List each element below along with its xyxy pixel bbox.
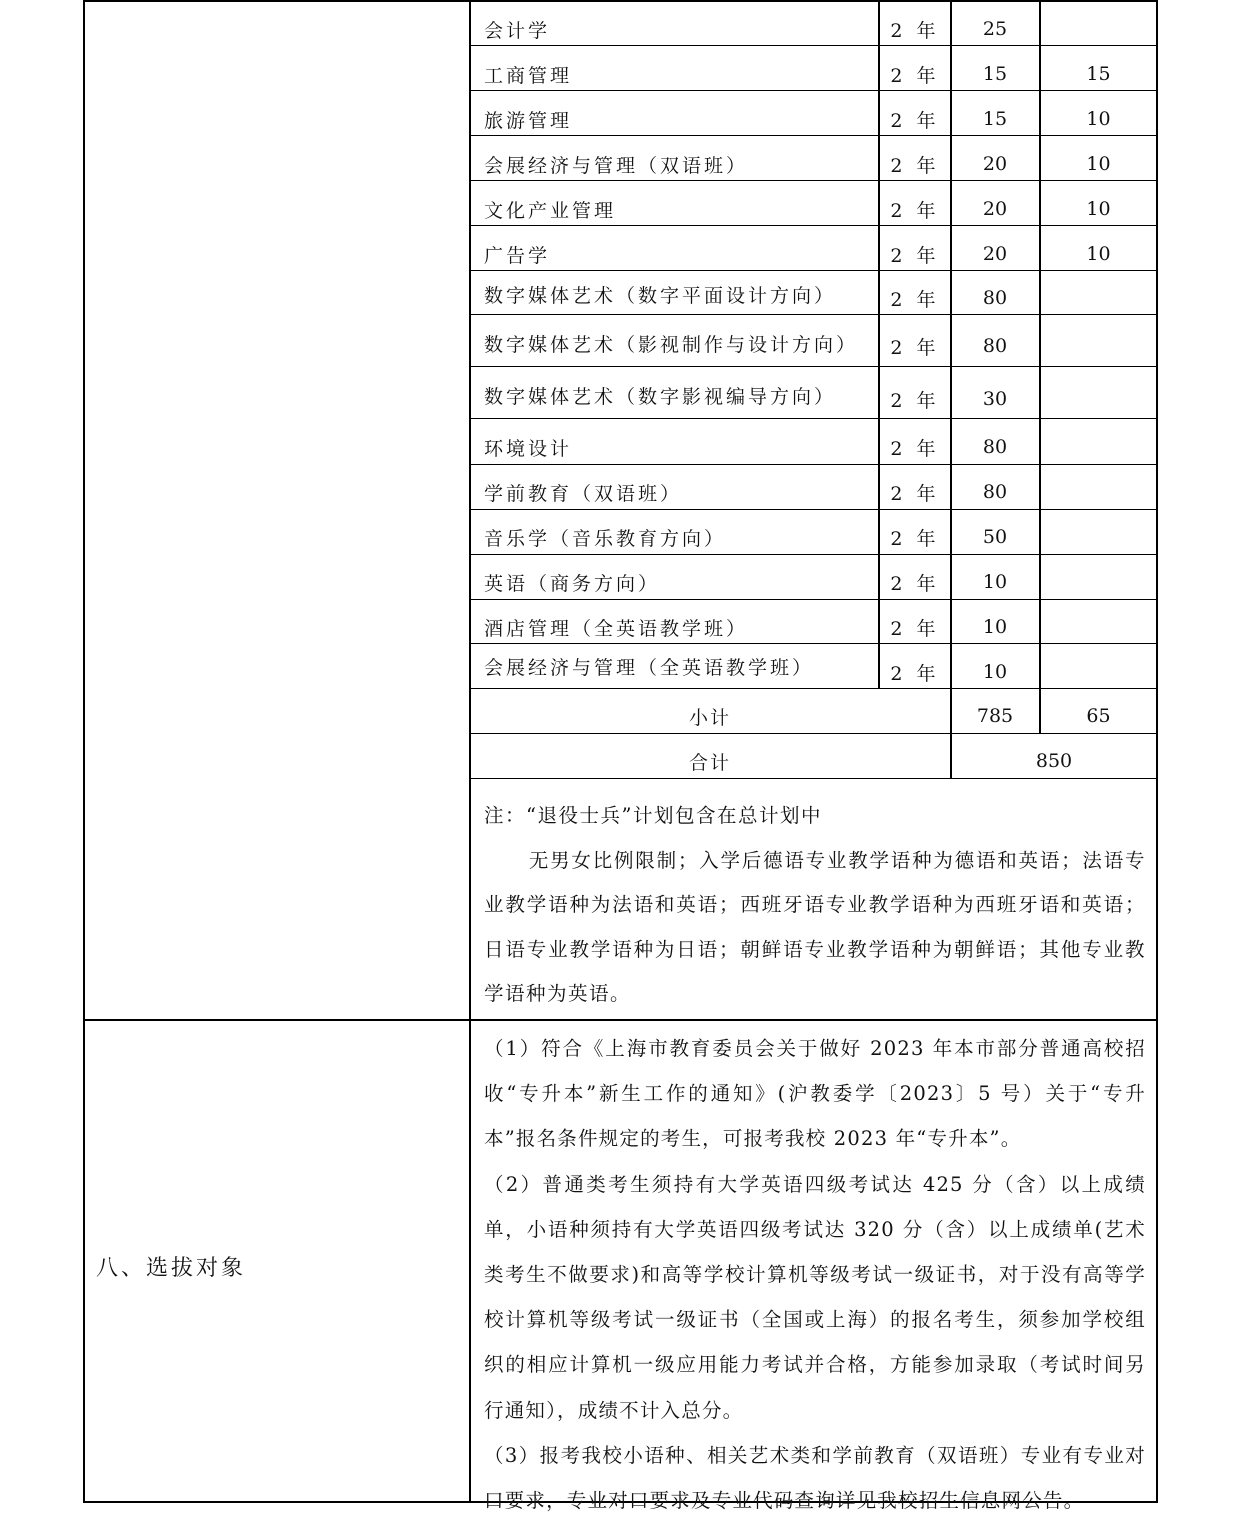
major-veteran (1040, 603, 1157, 651)
major-name: 音乐学（音乐教育方向） (484, 527, 727, 550)
major-veteran: 10 (1086, 153, 1111, 175)
major-duration: 2 年 (890, 19, 940, 42)
criteria-item-2: （2）普通类考生须持有大学英语四级考试达 425 分（含）以上成绩单，小语种须持有大学英语四级考试达 320 分（含）以上成绩单(艺术类考生不做要求)和高等学校计算机等级考试一级证书，对于没有高等学校计算机等级考试一级证书（全国或上海）的报名考生，须参加学校组织的相应计算机一级应用能力考试并合格，方能参加录取（考试时间另行通知），成绩不计入总分。 (484, 1172, 1146, 1422)
section-separator (83, 1019, 1158, 1021)
major-name: 广告学 (484, 244, 551, 267)
major-veteran (1040, 468, 1157, 516)
major-duration: 2 年 (890, 288, 940, 311)
major-name: 会展经济与管理（全英语教学班） (484, 656, 815, 679)
total-label: 合计 (688, 751, 731, 774)
major-duration: 2 年 (890, 527, 940, 550)
major-veteran (1040, 379, 1157, 419)
major-veteran: 10 (1086, 243, 1111, 265)
major-plan: 20 (982, 153, 1008, 175)
major-plan: 80 (982, 481, 1008, 503)
major-plan: 80 (982, 335, 1008, 357)
major-veteran: 10 (1086, 198, 1111, 220)
major-plan: 10 (982, 616, 1008, 638)
major-plan: 30 (982, 388, 1008, 410)
major-veteran (1040, 423, 1157, 471)
major-duration: 2 年 (890, 336, 940, 359)
major-plan: 25 (982, 18, 1008, 40)
major-name: 工商管理 (484, 64, 573, 87)
major-plan: 20 (982, 198, 1008, 220)
major-veteran (1040, 326, 1157, 366)
subtotal-label: 小计 (688, 706, 731, 729)
major-veteran (1040, 2, 1157, 56)
criteria-item-3: （3）报考我校小语种、相关艺术类和学前教育（双语班）专业有专业对口要求，专业对口要求及专业代码查询详见我校招生信息网公告。 (484, 1443, 1146, 1513)
major-plan: 10 (982, 661, 1008, 683)
subtotal-plan: 785 (976, 705, 1014, 727)
major-duration: 2 年 (890, 572, 940, 595)
note-language-paragraph: 无男女比例限制；入学后德语专业教学语种为德语和英语；法语专业教学语种为法语和英语；西班牙语专业教学语种为西班牙语和英语；日语专业教学语种为日语；朝鲜语专业教学语种为朝鲜语；其他专业教学语种为英语。 (484, 848, 1146, 1006)
major-duration: 2 年 (890, 109, 940, 132)
major-duration: 2 年 (890, 244, 940, 267)
major-plan: 15 (982, 63, 1008, 85)
major-veteran (1040, 558, 1157, 606)
subtotal-veteran: 65 (1086, 705, 1111, 727)
major-duration: 2 年 (890, 154, 940, 177)
major-duration: 2 年 (890, 662, 940, 685)
row-separator (469, 366, 1158, 367)
major-veteran (1040, 513, 1157, 561)
criteria-item-1: （1）符合《上海市教育委员会关于做好 2023 年本市部分普通高校招收“专升本”新生工作的通知》(沪教委学〔2023〕5 号）关于“专升本”报名条件规定的考生，可报考我校 2023 年“专升本”。 (484, 1037, 1146, 1151)
major-plan: 50 (982, 526, 1008, 548)
major-veteran: 10 (1086, 108, 1111, 130)
major-name: 文化产业管理 (484, 199, 617, 222)
major-duration: 2 年 (890, 617, 940, 640)
major-name: 旅游管理 (484, 109, 573, 132)
major-plan: 80 (982, 287, 1008, 309)
section-title: 八、选拔对象 (96, 1255, 247, 1281)
major-veteran (1040, 278, 1157, 318)
major-duration: 2 年 (890, 389, 940, 412)
major-plan: 10 (982, 571, 1008, 593)
major-duration: 2 年 (890, 64, 940, 87)
major-name: 酒店管理（全英语教学班） (484, 617, 749, 640)
selection-criteria (484, 1026, 1146, 1523)
major-duration: 2 年 (890, 437, 940, 460)
note-veteran-line: 注：“退役士兵”计划包含在总计划中 (484, 804, 822, 827)
major-name: 数字媒体艺术（数字平面设计方向） (484, 284, 837, 307)
major-plan: 15 (982, 108, 1008, 130)
plan-note (484, 794, 1146, 1017)
total-value: 850 (1035, 750, 1073, 772)
major-name: 学前教育（双语班） (484, 482, 683, 505)
major-duration: 2 年 (890, 199, 940, 222)
major-name: 会计学 (484, 19, 551, 42)
major-name: 环境设计 (484, 437, 573, 460)
major-duration: 2 年 (890, 482, 940, 505)
major-name: 数字媒体艺术（数字影视编导方向） (484, 385, 837, 408)
major-veteran: 15 (1086, 63, 1111, 85)
major-name: 数字媒体艺术（影视制作与设计方向） (484, 333, 859, 356)
major-veteran (1040, 650, 1157, 694)
major-plan: 80 (982, 436, 1008, 458)
table-left-border (83, 0, 85, 1503)
major-name: 英语（商务方向） (484, 572, 661, 595)
major-name: 会展经济与管理（双语班） (484, 154, 749, 177)
major-plan: 20 (982, 243, 1008, 265)
